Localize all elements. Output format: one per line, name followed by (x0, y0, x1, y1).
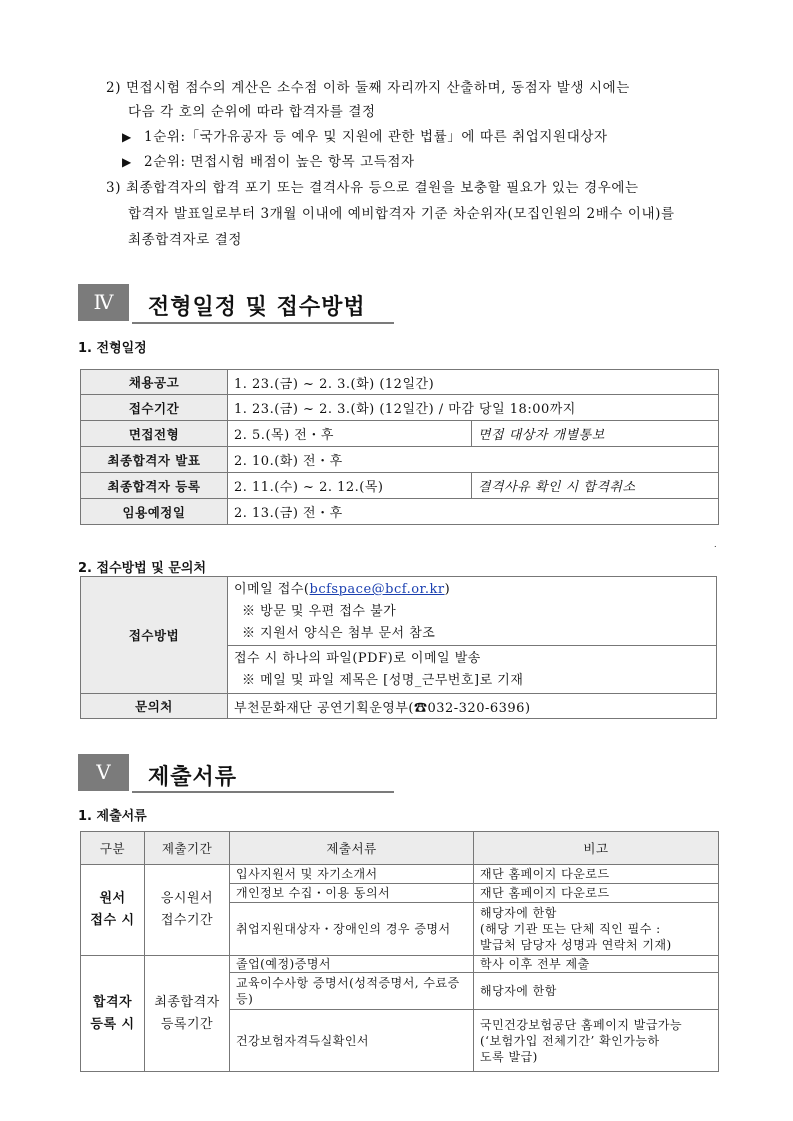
group1-category: 원서 접수 시 (81, 865, 145, 956)
apply-note-no-visit: ※ 방문 및 우편 접수 불가 (242, 604, 397, 619)
schedule-label: 채용공고 (81, 370, 228, 395)
email-link[interactable]: bcfspace@bcf.or.kr (309, 582, 445, 597)
section-5-numeral: Ⅴ (78, 754, 129, 791)
apply-email-cell (228, 577, 717, 646)
item3-line3: 최종합격자로 결정 (128, 232, 243, 248)
contact-value: 부천문화재단 공연기획운영부(☎032-320-6396) (228, 694, 717, 719)
table-row (81, 577, 717, 646)
apply-subheading: 2. 접수방법 및 문의처 (78, 561, 207, 576)
schedule-label: 최종합격자 발표 (81, 447, 228, 473)
g2-doc-3: 건강보험자격득실확인서 (230, 1010, 474, 1072)
g1-doc-3: 취업지원대상자・장애인의 경우 증명서 (230, 903, 474, 956)
schedule-date: 2. 11.(수) ~ 2. 12.(목) (228, 473, 472, 499)
g1-note-2: 재단 홈페이지 다운로드 (474, 884, 719, 903)
apply-pdf-line: 접수 시 하나의 파일(PDF)로 이메일 발송 (234, 650, 481, 666)
schedule-table (80, 369, 719, 525)
table-row (81, 447, 719, 473)
g2-note-2: 해당자에 한함 (474, 973, 719, 1010)
table-row (81, 421, 719, 447)
section-5-title: 제출서류 (148, 765, 238, 790)
apply-table (80, 576, 717, 719)
section-5-underline (132, 791, 394, 793)
g2-note-3: 국민건강보험공단 홈페이지 발급가능 (‘보험가입 전체기간’ 확인가능하 도록 발급) (474, 1010, 719, 1072)
bullet-2-text: 2순위: 면접시험 배점이 높은 항목 고득점자 (144, 154, 415, 170)
schedule-label: 접수기간 (81, 395, 228, 421)
table-row (81, 370, 719, 395)
stray-dot: . (714, 540, 717, 549)
documents-subheading: 1. 제출서류 (78, 809, 147, 824)
arrow-right-icon: ▶ (122, 155, 132, 169)
item2-line1: 2) 면접시험 점수의 계산은 소수점 이하 둘째 자리까지 산출하며, 동점자 발생 시에는 (106, 80, 630, 96)
group1-period: 응시원서 접수기간 (145, 865, 230, 956)
table-row (81, 956, 719, 973)
schedule-date: 2. 13.(금) 전・후 (228, 499, 719, 525)
table-row (81, 395, 719, 421)
section-4-title: 전형일정 및 접수방법 (148, 295, 366, 320)
schedule-label: 면접전형 (81, 421, 228, 447)
g2-doc-1: 졸업(예정)증명서 (230, 956, 474, 973)
table-row (81, 473, 719, 499)
documents-table (80, 831, 719, 1072)
schedule-date: 1. 23.(금) ~ 2. 3.(화) (12일간) (228, 370, 719, 395)
table-row (81, 865, 719, 884)
g2-note-1: 학사 이후 전부 제출 (474, 956, 719, 973)
g1-doc-2: 개인정보 수집・이용 동의서 (230, 884, 474, 903)
schedule-label: 임용예정일 (81, 499, 228, 525)
header-period: 제출기간 (145, 832, 230, 865)
bullet-1-text: 1순위:「국가유공자 등 예우 및 지원에 관한 법률」에 따른 취업지원대상자 (144, 129, 608, 145)
schedule-note: 결격사유 확인 시 합격취소 (472, 473, 719, 499)
table-row (81, 832, 719, 865)
section-4-numeral: Ⅳ (78, 284, 129, 321)
item3-line2: 합격자 발표일로부터 3개월 이내에 예비합격자 기준 차순위자(모집인원의 2배수 이내)를 (128, 206, 675, 222)
apply-pdf-cell (228, 646, 717, 694)
table-row (81, 694, 717, 719)
schedule-subheading: 1. 전형일정 (78, 341, 147, 356)
g1-note-3: 해당자에 한함 (해당 기관 또는 단체 직인 필수 : 발급처 담당자 성명과 연락처 기재) (474, 903, 719, 956)
bullet-1 (122, 125, 608, 145)
g1-note-1: 재단 홈페이지 다운로드 (474, 865, 719, 884)
item2-line2: 다음 각 호의 순위에 따라 합격자를 결정 (128, 104, 376, 120)
apply-label: 접수방법 (81, 577, 228, 694)
header-category: 구분 (81, 832, 145, 865)
apply-title-rule: ※ 메일 및 파일 제목은 [성명_근무번호]로 기재 (242, 672, 524, 688)
arrow-right-icon: ▶ (122, 130, 132, 144)
apply-note-form: ※ 지원서 양식은 첨부 문서 참조 (242, 626, 436, 641)
schedule-note: 면접 대상자 개별통보 (472, 421, 719, 447)
schedule-date: 2. 10.(화) 전・후 (228, 447, 719, 473)
apply-email-line: 이메일 접수(bcfspace@bcf.or.kr) (234, 582, 451, 597)
header-remarks: 비고 (474, 832, 719, 865)
contact-label: 문의처 (81, 694, 228, 719)
group2-period: 최종합격자 등록기간 (145, 956, 230, 1072)
item3-line1: 3) 최종합격자의 합격 포기 또는 결격사유 등으로 결원을 보충할 필요가 있는 경우에는 (106, 180, 639, 196)
table-row (81, 499, 719, 525)
bullet-2 (122, 150, 415, 170)
section-4-underline (132, 322, 394, 324)
g1-doc-1: 입사지원서 및 자기소개서 (230, 865, 474, 884)
schedule-label: 최종합격자 등록 (81, 473, 228, 499)
header-documents: 제출서류 (230, 832, 474, 865)
schedule-date: 2. 5.(목) 전・후 (228, 421, 472, 447)
g2-doc-2: 교육이수사항 증명서(성적증명서, 수료증 등) (230, 973, 474, 1010)
group2-category: 합격자 등록 시 (81, 956, 145, 1072)
schedule-date: 1. 23.(금) ~ 2. 3.(화) (12일간) / 마감 당일 18:00까지 (228, 395, 719, 421)
